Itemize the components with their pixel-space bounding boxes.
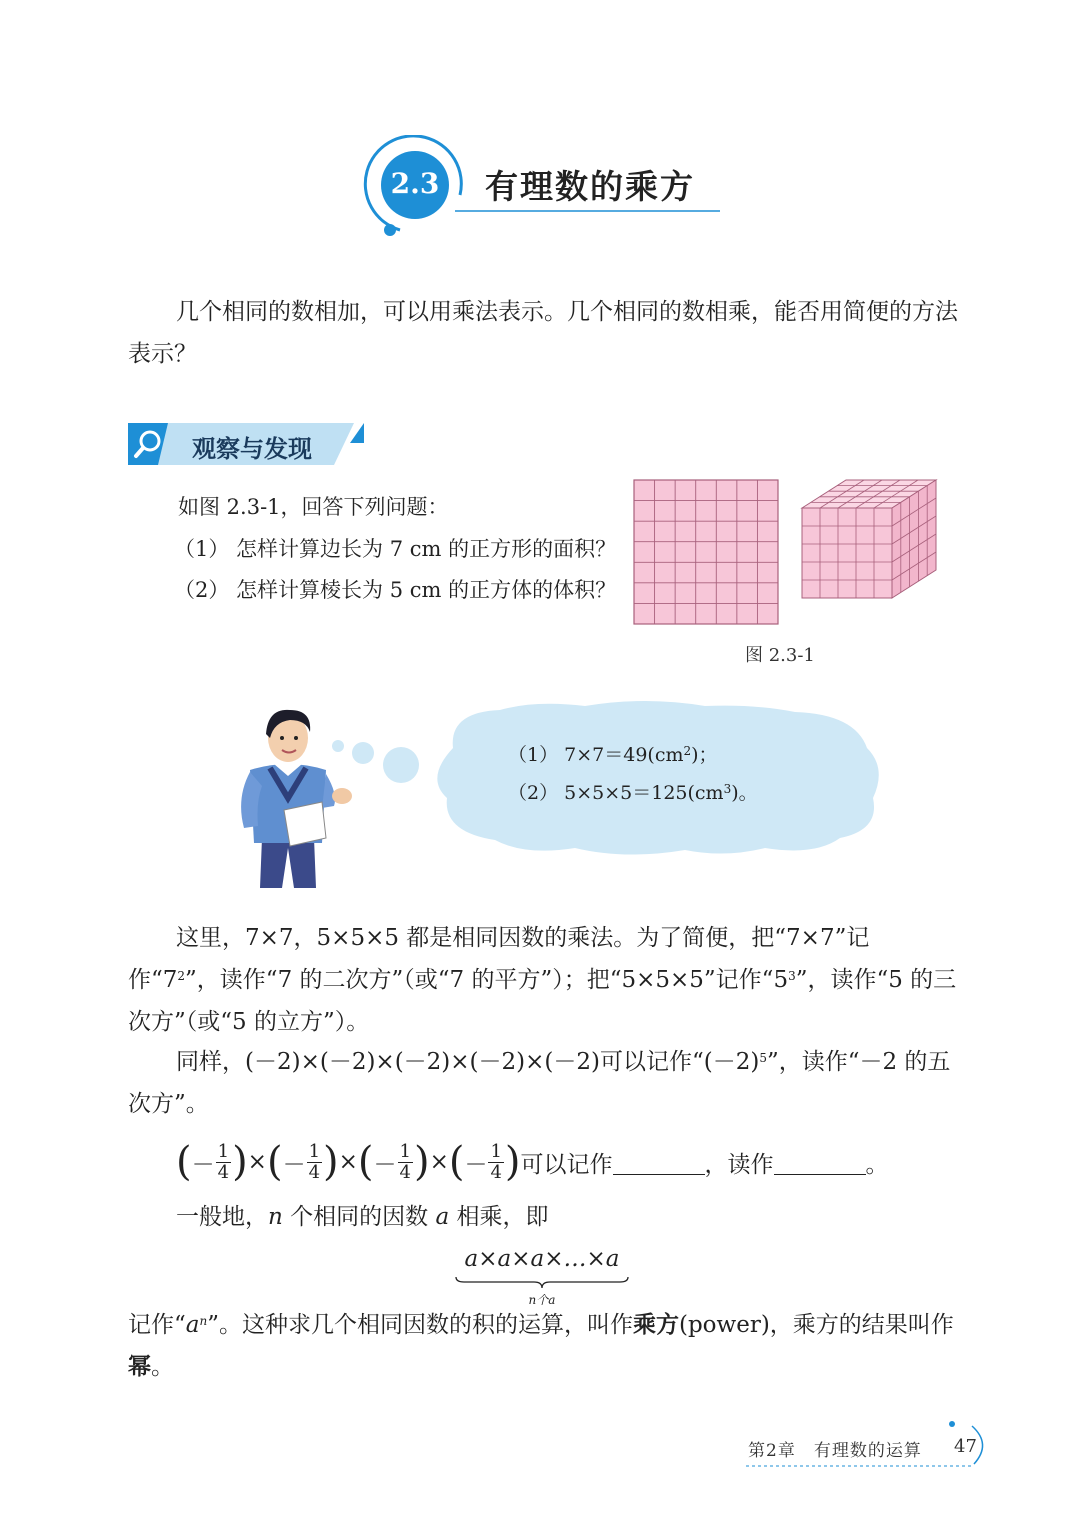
bubble-line-2	[508, 778, 758, 808]
paragraph-negative-example	[128, 1041, 958, 1125]
times-1: ×	[247, 1149, 267, 1175]
formula-under-label: n个a	[528, 1293, 556, 1307]
fraction-4	[488, 1142, 503, 1183]
page-footer	[744, 1418, 994, 1470]
fraction-text-1: 可以记作	[520, 1151, 613, 1178]
times-3: ×	[429, 1149, 449, 1175]
fraction-text-2: ，读作	[704, 1151, 774, 1178]
paren-close-1: )	[232, 1139, 248, 1185]
intro-paragraph: 几个相同的数相加，可以用乘法表示。几个相同的数相乘，能否用简便的方法表示？	[128, 299, 958, 367]
numerator-3: 1	[399, 1140, 411, 1162]
paren-close-3: )	[413, 1139, 430, 1185]
fraction-3	[398, 1142, 413, 1183]
p4-part-c: (power)，乘方的结果叫作	[678, 1312, 954, 1338]
bubble-line-1-exp: 2	[683, 744, 692, 758]
cube-figure	[800, 478, 940, 628]
underbrace	[454, 1275, 630, 1289]
paren-open-4: (	[448, 1139, 465, 1185]
p4-part-a: 记作“	[128, 1312, 186, 1338]
bubble-line-1	[508, 740, 718, 770]
paragraph-notation	[128, 917, 958, 1043]
minus-2: －	[282, 1151, 306, 1178]
p2-part-a: 同样，(－2)×(－2)×(－2)×(－2)×(－2)可以记作“(－2)	[176, 1049, 760, 1075]
paragraph-definition	[128, 1304, 958, 1388]
minus-1: －	[191, 1151, 215, 1178]
fraction-2	[307, 1142, 322, 1183]
p3-part-c: 相乘，即	[449, 1204, 549, 1230]
term-power: 乘方	[632, 1312, 679, 1338]
paren-close-2: )	[323, 1139, 339, 1185]
question-1: （1） 怎样计算边长为 7 cm 的正方形的面积？	[174, 537, 617, 561]
p3-part-a: 一般地，	[176, 1204, 268, 1230]
p1-part-b: ”，读作“7 的二次方”（或“7 的平方”）；把“5×5×5”记作“5	[185, 967, 789, 993]
denominator-1: 4	[217, 1161, 230, 1183]
fraction-exercise	[176, 1134, 889, 1190]
fraction-end: 。	[865, 1151, 889, 1178]
section-number: 2.3	[390, 167, 440, 200]
p3-var-a: a	[435, 1204, 450, 1230]
bubble-line-1-text: （1） 7×7＝49(cm	[508, 744, 684, 766]
paren-close-4: )	[504, 1139, 521, 1185]
p3-part-b: 个相同的因数	[282, 1204, 436, 1230]
figure-caption: 图 2.3-1	[745, 645, 815, 666]
bubble-line-2-end: )。	[731, 782, 758, 804]
paren-open-3: (	[357, 1139, 374, 1185]
activity-title: 观察与发现	[192, 435, 312, 463]
answer-blank-2[interactable]	[774, 1150, 866, 1175]
bubble-line-2-text: （2） 5×5×5＝125(cm	[508, 782, 724, 804]
paren-open-1: (	[176, 1139, 192, 1185]
bubble-line-1-end: )；	[691, 744, 718, 766]
answer-blank-1[interactable]	[613, 1150, 705, 1175]
denominator-2: 4	[308, 1161, 321, 1183]
p3-var-n: n	[268, 1204, 283, 1230]
section-header	[360, 135, 740, 245]
paragraph-general	[128, 1196, 958, 1238]
minus-3: －	[373, 1151, 397, 1178]
p4-part-d: 。	[151, 1354, 174, 1380]
footer-decoration	[744, 1418, 994, 1470]
question-2: （2） 怎样计算棱长为 5 cm 的正方体的体积？	[174, 578, 617, 602]
magnifier-icon	[133, 429, 163, 459]
p2-part-b: ”，读作“－2 的五次方”。	[128, 1049, 951, 1117]
term-exponent-result: 幂	[128, 1354, 151, 1380]
p4-exp: n	[199, 1314, 208, 1328]
minus-4: －	[464, 1151, 488, 1178]
page-number: 47	[954, 1436, 977, 1457]
activity-banner	[128, 423, 368, 465]
p4-part-b: ”。这种求几个相同因数的积的运算，叫作	[207, 1312, 633, 1338]
p1-exp-1: 2	[177, 969, 186, 983]
product-formula	[452, 1244, 632, 1307]
section-title: 有理数的乘方	[485, 167, 695, 206]
chapter-label: 第2章 有理数的运算	[748, 1441, 922, 1461]
p4-base: a	[185, 1312, 200, 1338]
numerator-1: 1	[217, 1140, 230, 1162]
denominator-4: 4	[490, 1161, 502, 1183]
paren-open-2: (	[266, 1139, 283, 1185]
p1-part-a: 这里，7×7，5×5×5 都是相同因数的乘法。为了简便，把“7×7”记作“7	[128, 925, 870, 993]
numerator-2: 1	[308, 1140, 321, 1162]
formula-expression: a×a×a×…×a	[464, 1246, 620, 1272]
activity-prompt: 如图 2.3-1，回答下列问题：	[178, 495, 449, 519]
p2-exp: 5	[759, 1051, 767, 1065]
numerator-4: 1	[490, 1140, 502, 1162]
fraction-1	[216, 1142, 231, 1183]
times-2: ×	[338, 1149, 358, 1175]
square-grid-figure	[633, 479, 779, 625]
bubble-line-2-exp: 3	[723, 782, 732, 796]
p1-part-c: ”，读作“5 的三次方”（或“5 的立方”）。	[128, 967, 957, 1035]
denominator-3: 4	[399, 1161, 411, 1183]
p1-exp-2: 3	[788, 969, 796, 983]
